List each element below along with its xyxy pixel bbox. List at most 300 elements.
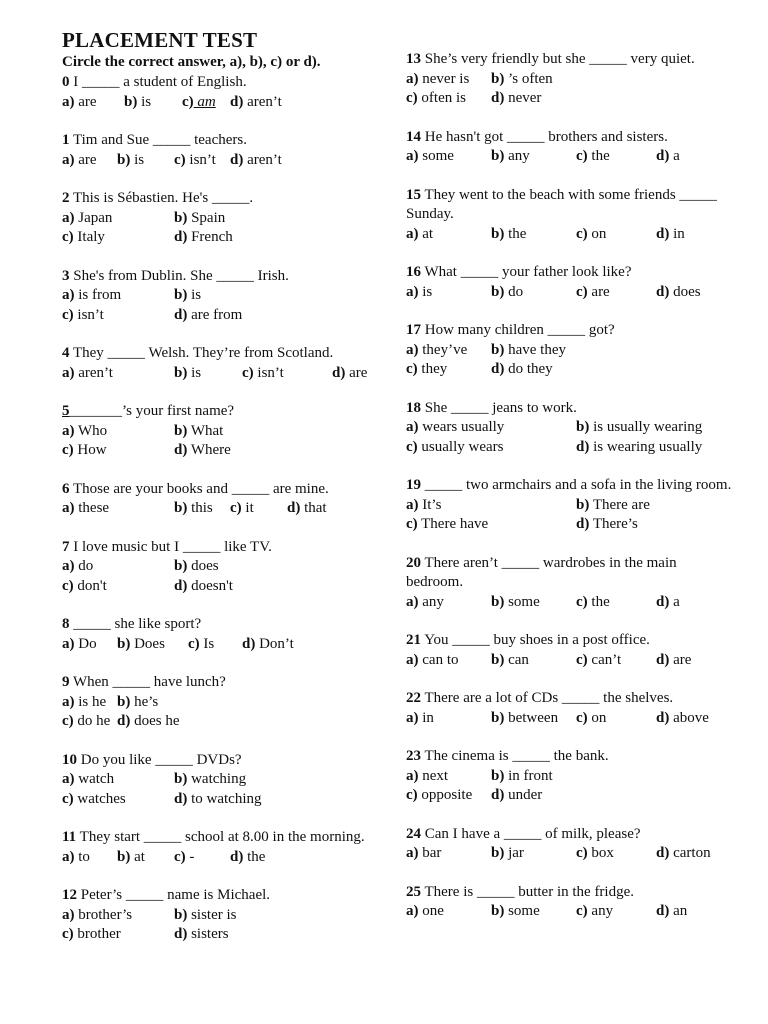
option-text: usually wears [417,438,504,455]
option-text: between [504,709,559,726]
option-letter: a) [406,419,419,435]
question-text: There aren’t _____ wardrobes in the main bedroom. [406,554,677,590]
answer-option[interactable] [491,147,530,167]
options-row [62,306,382,326]
question-stem [62,538,382,558]
question-text: She’s very friendly but she _____ very quiet. [421,51,695,67]
question-text: When _____ have lunch? [69,674,226,690]
answer-option[interactable] [230,151,282,171]
answer-option[interactable] [62,906,132,926]
option-letter: a) [62,558,75,574]
question-stem [62,886,382,906]
options-row [406,89,736,109]
answer-option[interactable] [182,93,216,113]
question-text: Tim and Sue _____ teachers. [69,132,247,148]
option-letter: d) [174,306,188,323]
answer-option[interactable] [62,286,121,306]
option-letter: d) [656,709,670,726]
answer-option[interactable] [576,418,702,438]
answer-option[interactable] [656,709,709,729]
option-letter: b) [491,283,505,300]
option-letter: b) [174,906,188,923]
answer-option[interactable] [174,577,233,597]
answer-option[interactable] [406,844,441,864]
question-stem [406,476,736,496]
question-14 [406,128,736,167]
option-text: a [669,593,680,610]
answer-option[interactable] [117,712,180,732]
answer-option[interactable] [406,147,454,167]
option-text: aren’t [243,93,282,110]
question-text: Those are your books and _____ are mine. [69,480,329,497]
question-12 [62,886,382,945]
answer-option[interactable] [62,790,126,810]
answer-option[interactable] [576,283,610,303]
answer-option[interactable] [406,438,503,458]
option-letter: c) [174,151,186,168]
question-stem [62,673,382,693]
question-number: 14 [406,128,421,145]
options-row [406,844,736,864]
answer-option[interactable] [230,499,254,519]
option-letter: a) [406,148,419,164]
answer-option[interactable] [576,902,613,922]
question-stem [62,267,382,287]
question-number: 9 [62,674,70,690]
answer-option[interactable] [174,286,201,306]
answer-option[interactable] [491,89,541,109]
option-letter: b) [491,341,505,358]
answer-option[interactable] [406,225,433,245]
option-letter: d) [230,93,244,110]
question-24 [406,825,736,864]
option-letter: b) [117,635,131,652]
answer-option[interactable] [117,848,145,868]
question-18 [406,399,736,458]
right-column [406,28,736,922]
option-letter: b) [174,209,188,226]
answer-option[interactable] [242,635,294,655]
option-text: some [418,148,454,164]
answer-option[interactable] [406,89,466,109]
option-text: opposite [417,787,473,803]
option-text: are [74,93,97,110]
question-3 [62,267,382,326]
question-text: They went to the beach with some friends _____ Sunday. [406,186,717,222]
options-row [62,712,382,732]
option-text: Don’t [255,635,294,652]
question-text: I _____ a student of English. [69,74,247,90]
option-text: box [587,845,614,861]
question-stem [406,747,736,767]
question-text: There is _____ butter in the fridge. [421,883,635,900]
option-letter: b) [491,225,505,242]
option-letter: c) [576,845,588,861]
option-text: in [669,225,685,242]
question-7 [62,538,382,597]
answer-option[interactable] [491,786,542,806]
option-text: French [187,229,233,245]
answer-option[interactable] [174,770,246,790]
option-text: How [73,442,107,458]
answer-option[interactable] [656,283,701,303]
question-9 [62,673,382,732]
question-stem [406,321,736,341]
option-letter: d) [332,364,346,381]
option-text: bar [418,845,442,861]
option-letter: d) [287,500,301,516]
option-text: watches [73,790,126,807]
answer-option[interactable] [117,635,165,655]
option-text: is he [74,693,107,710]
answer-option[interactable] [230,848,265,868]
answer-option[interactable] [576,438,702,458]
options-row [62,557,382,577]
question-text: What _____ your father look like? [421,264,632,280]
option-letter: c) [242,364,254,381]
answer-option[interactable] [174,557,219,577]
options-row [406,767,736,787]
answer-option[interactable] [406,786,472,806]
option-text: never [504,90,542,106]
question-number: 20 [406,554,421,571]
option-text: does [669,283,701,300]
option-letter: a) [62,693,75,710]
answer-option[interactable] [124,93,151,113]
answer-option[interactable] [174,228,233,248]
option-letter: d) [242,635,256,652]
option-text: Is [199,635,215,652]
answer-option[interactable] [332,364,367,384]
answer-option[interactable] [406,767,448,787]
answer-option[interactable] [576,147,610,167]
options-row [406,515,736,535]
option-text: Do [74,635,97,652]
option-letter: a) [406,845,419,861]
answer-option[interactable] [62,577,107,597]
answer-option[interactable] [491,341,566,361]
options-row [406,418,736,438]
option-letter: d) [174,926,188,942]
option-letter: d) [230,848,244,865]
option-letter: b) [117,693,131,710]
answer-option[interactable] [406,70,469,90]
answer-option[interactable] [242,364,284,384]
option-text: Does [130,635,165,652]
answer-option[interactable] [62,209,112,229]
answer-option[interactable] [656,147,680,167]
answer-option[interactable] [576,844,614,864]
answer-option[interactable] [62,712,110,732]
option-letter: b) [576,419,590,435]
question-stem [62,480,382,500]
question-stem [406,883,736,903]
option-text: at [130,848,145,865]
option-text: isn’t [73,306,104,323]
question-22 [406,689,736,728]
option-letter: b) [491,651,505,668]
option-text: often is [417,90,466,106]
options-row [406,593,736,613]
option-text: have they [504,341,566,358]
option-text: that [300,500,327,516]
question-number: 23 [406,748,421,764]
option-letter: b) [174,287,188,303]
question-number: 12 [62,887,77,903]
answer-option[interactable] [406,360,447,380]
answer-option[interactable] [62,151,97,171]
option-text: Italy [73,229,105,245]
option-letter: a) [406,283,419,300]
options-row [62,286,382,306]
question-6 [62,480,382,519]
answer-option[interactable] [62,770,114,790]
question-number: 22 [406,690,421,706]
answer-option[interactable] [491,844,524,864]
option-text: any [587,903,614,919]
option-letter: c) [174,848,186,865]
answer-option[interactable] [576,515,638,535]
option-text: There are [589,496,650,513]
answer-option[interactable] [117,151,144,171]
option-letter: b) [117,151,131,168]
question-5 [62,402,382,461]
options-row [62,925,382,945]
option-text: Japan [74,209,113,226]
answer-option[interactable] [62,228,105,248]
answer-option[interactable] [491,651,529,671]
question-21 [406,631,736,670]
question-number: 5 [62,403,70,419]
option-letter: c) [406,361,418,377]
option-letter: c) [62,229,74,245]
option-text: they’ve [418,341,468,358]
option-text: Spain [187,209,226,226]
answer-option[interactable] [62,364,113,384]
answer-option[interactable] [62,557,93,577]
option-letter: b) [174,771,188,787]
question-number: 17 [406,322,421,338]
answer-option[interactable] [656,593,680,613]
answer-option[interactable] [406,593,444,613]
option-letter: d) [656,225,670,242]
option-text: a [669,148,680,164]
options-row [62,364,382,384]
option-letter: b) [491,148,505,164]
option-text: some [504,903,540,919]
option-text: it [241,500,254,516]
answer-option[interactable] [62,848,90,868]
question-stem [406,399,736,419]
option-letter: b) [491,903,505,919]
option-letter: c) [576,283,588,300]
option-text: is [137,93,152,110]
option-letter: c) [576,709,588,726]
answer-option[interactable] [62,925,121,945]
answer-option[interactable] [406,902,444,922]
answer-option[interactable] [406,651,458,671]
option-text: watching [187,771,247,787]
option-text: in [418,709,434,726]
option-letter: a) [62,151,75,168]
option-text: aren’t [243,151,282,168]
options-row [62,577,382,597]
option-text: ’s often [504,70,553,87]
option-text: at [418,225,434,242]
question-1 [62,131,382,170]
option-text: watch [74,771,115,787]
question-15 [406,186,736,245]
question-number: 24 [406,825,421,842]
answer-option[interactable] [174,306,242,326]
question-number: 1 [62,132,70,148]
question-stem [406,50,736,70]
option-letter: c) [230,500,242,516]
answer-option[interactable] [174,209,225,229]
answer-option[interactable] [174,848,194,868]
answer-option[interactable] [62,441,107,461]
answer-option[interactable] [230,93,282,113]
option-text: brother’s [74,906,133,923]
option-text: do they [504,361,553,377]
option-text: in front [504,767,553,784]
option-text: am [193,93,216,110]
answer-option[interactable] [656,902,687,922]
answer-option[interactable] [491,767,553,787]
question-number: 19 [406,477,421,493]
answer-option[interactable] [188,635,214,655]
answer-option[interactable] [491,593,540,613]
answer-option[interactable] [174,151,216,171]
option-text: are [345,364,368,381]
answer-option[interactable] [287,499,327,519]
option-text: the [587,148,610,164]
answer-option[interactable] [491,902,540,922]
option-text: carton [669,845,711,861]
question-text: _______’s your first name? [69,403,235,419]
option-letter: c) [576,651,588,668]
answer-option[interactable] [491,709,558,729]
option-letter: d) [656,651,670,668]
page-title: PLACEMENT TEST [62,28,258,52]
question-number: 21 [406,632,421,648]
answer-option[interactable] [406,283,432,303]
answer-option[interactable] [174,422,223,442]
answer-option[interactable] [491,70,553,90]
option-letter: d) [576,438,590,455]
option-text: is usually wearing [589,419,703,435]
option-letter: d) [656,593,670,610]
question-0 [62,73,382,112]
option-text: There’s [589,516,638,532]
question-text: They start _____ school at 8.00 in the morning. [76,829,365,845]
options-row [62,228,382,248]
answer-option[interactable] [576,496,650,516]
answer-option[interactable] [174,364,201,384]
option-letter: a) [62,500,75,516]
answer-option[interactable] [406,515,488,535]
option-letter: d) [174,790,188,807]
answer-option[interactable] [62,306,104,326]
question-text: Peter’s _____ name is Michael. [77,887,271,903]
options-row [62,209,382,229]
question-text: The cinema is _____ the bank. [421,748,609,764]
option-letter: a) [406,709,419,726]
answer-option[interactable] [62,635,97,655]
option-letter: a) [62,635,75,652]
option-text: Who [74,422,108,439]
answer-option[interactable] [62,93,97,113]
option-letter: b) [491,709,505,726]
option-letter: c) [406,516,418,532]
question-stem [62,751,382,771]
answer-option[interactable] [656,651,691,671]
option-text: - [185,848,195,865]
answer-option[interactable] [62,422,107,442]
option-text: jar [504,845,524,861]
answer-option[interactable] [491,283,523,303]
answer-option[interactable] [576,709,606,729]
option-letter: b) [174,364,188,381]
option-text: isn’t [185,151,216,168]
option-letter: d) [491,787,505,803]
question-8 [62,615,382,654]
option-letter: c) [62,926,74,942]
option-letter: c) [406,438,418,455]
option-text: to [74,848,90,865]
options-row [406,70,736,90]
option-letter: a) [406,651,419,668]
answer-option[interactable] [117,693,158,713]
answer-option[interactable] [406,341,467,361]
answer-option[interactable] [174,441,231,461]
option-letter: c) [576,593,588,610]
answer-option[interactable] [656,225,685,245]
options-row [62,770,382,790]
answer-option[interactable] [174,925,229,945]
option-letter: d) [576,516,590,532]
option-letter: d) [174,229,188,245]
answer-option[interactable] [491,225,526,245]
question-text: Do you like _____ DVDs? [77,751,242,768]
question-number: 15 [406,186,421,203]
option-text: the [504,225,527,242]
answer-option[interactable] [174,499,213,519]
option-text: does he [130,713,180,729]
options-row [406,651,736,671]
answer-option[interactable] [576,593,610,613]
option-letter: a) [406,593,419,610]
answer-option[interactable] [62,499,109,519]
answer-option[interactable] [62,693,106,713]
answer-option[interactable] [406,709,434,729]
option-letter: c) [576,225,588,242]
answer-option[interactable] [656,844,711,864]
option-text: is [418,283,433,300]
answer-option[interactable] [406,496,441,516]
question-23 [406,747,736,806]
answer-option[interactable] [491,360,553,380]
answer-option[interactable] [576,651,621,671]
answer-option[interactable] [174,906,237,926]
question-stem [62,615,382,635]
answer-option[interactable] [406,418,504,438]
answer-option[interactable] [576,225,606,245]
question-17 [406,321,736,380]
answer-option[interactable] [174,790,262,810]
option-text: do [504,283,524,300]
option-text: can’t [587,651,622,668]
